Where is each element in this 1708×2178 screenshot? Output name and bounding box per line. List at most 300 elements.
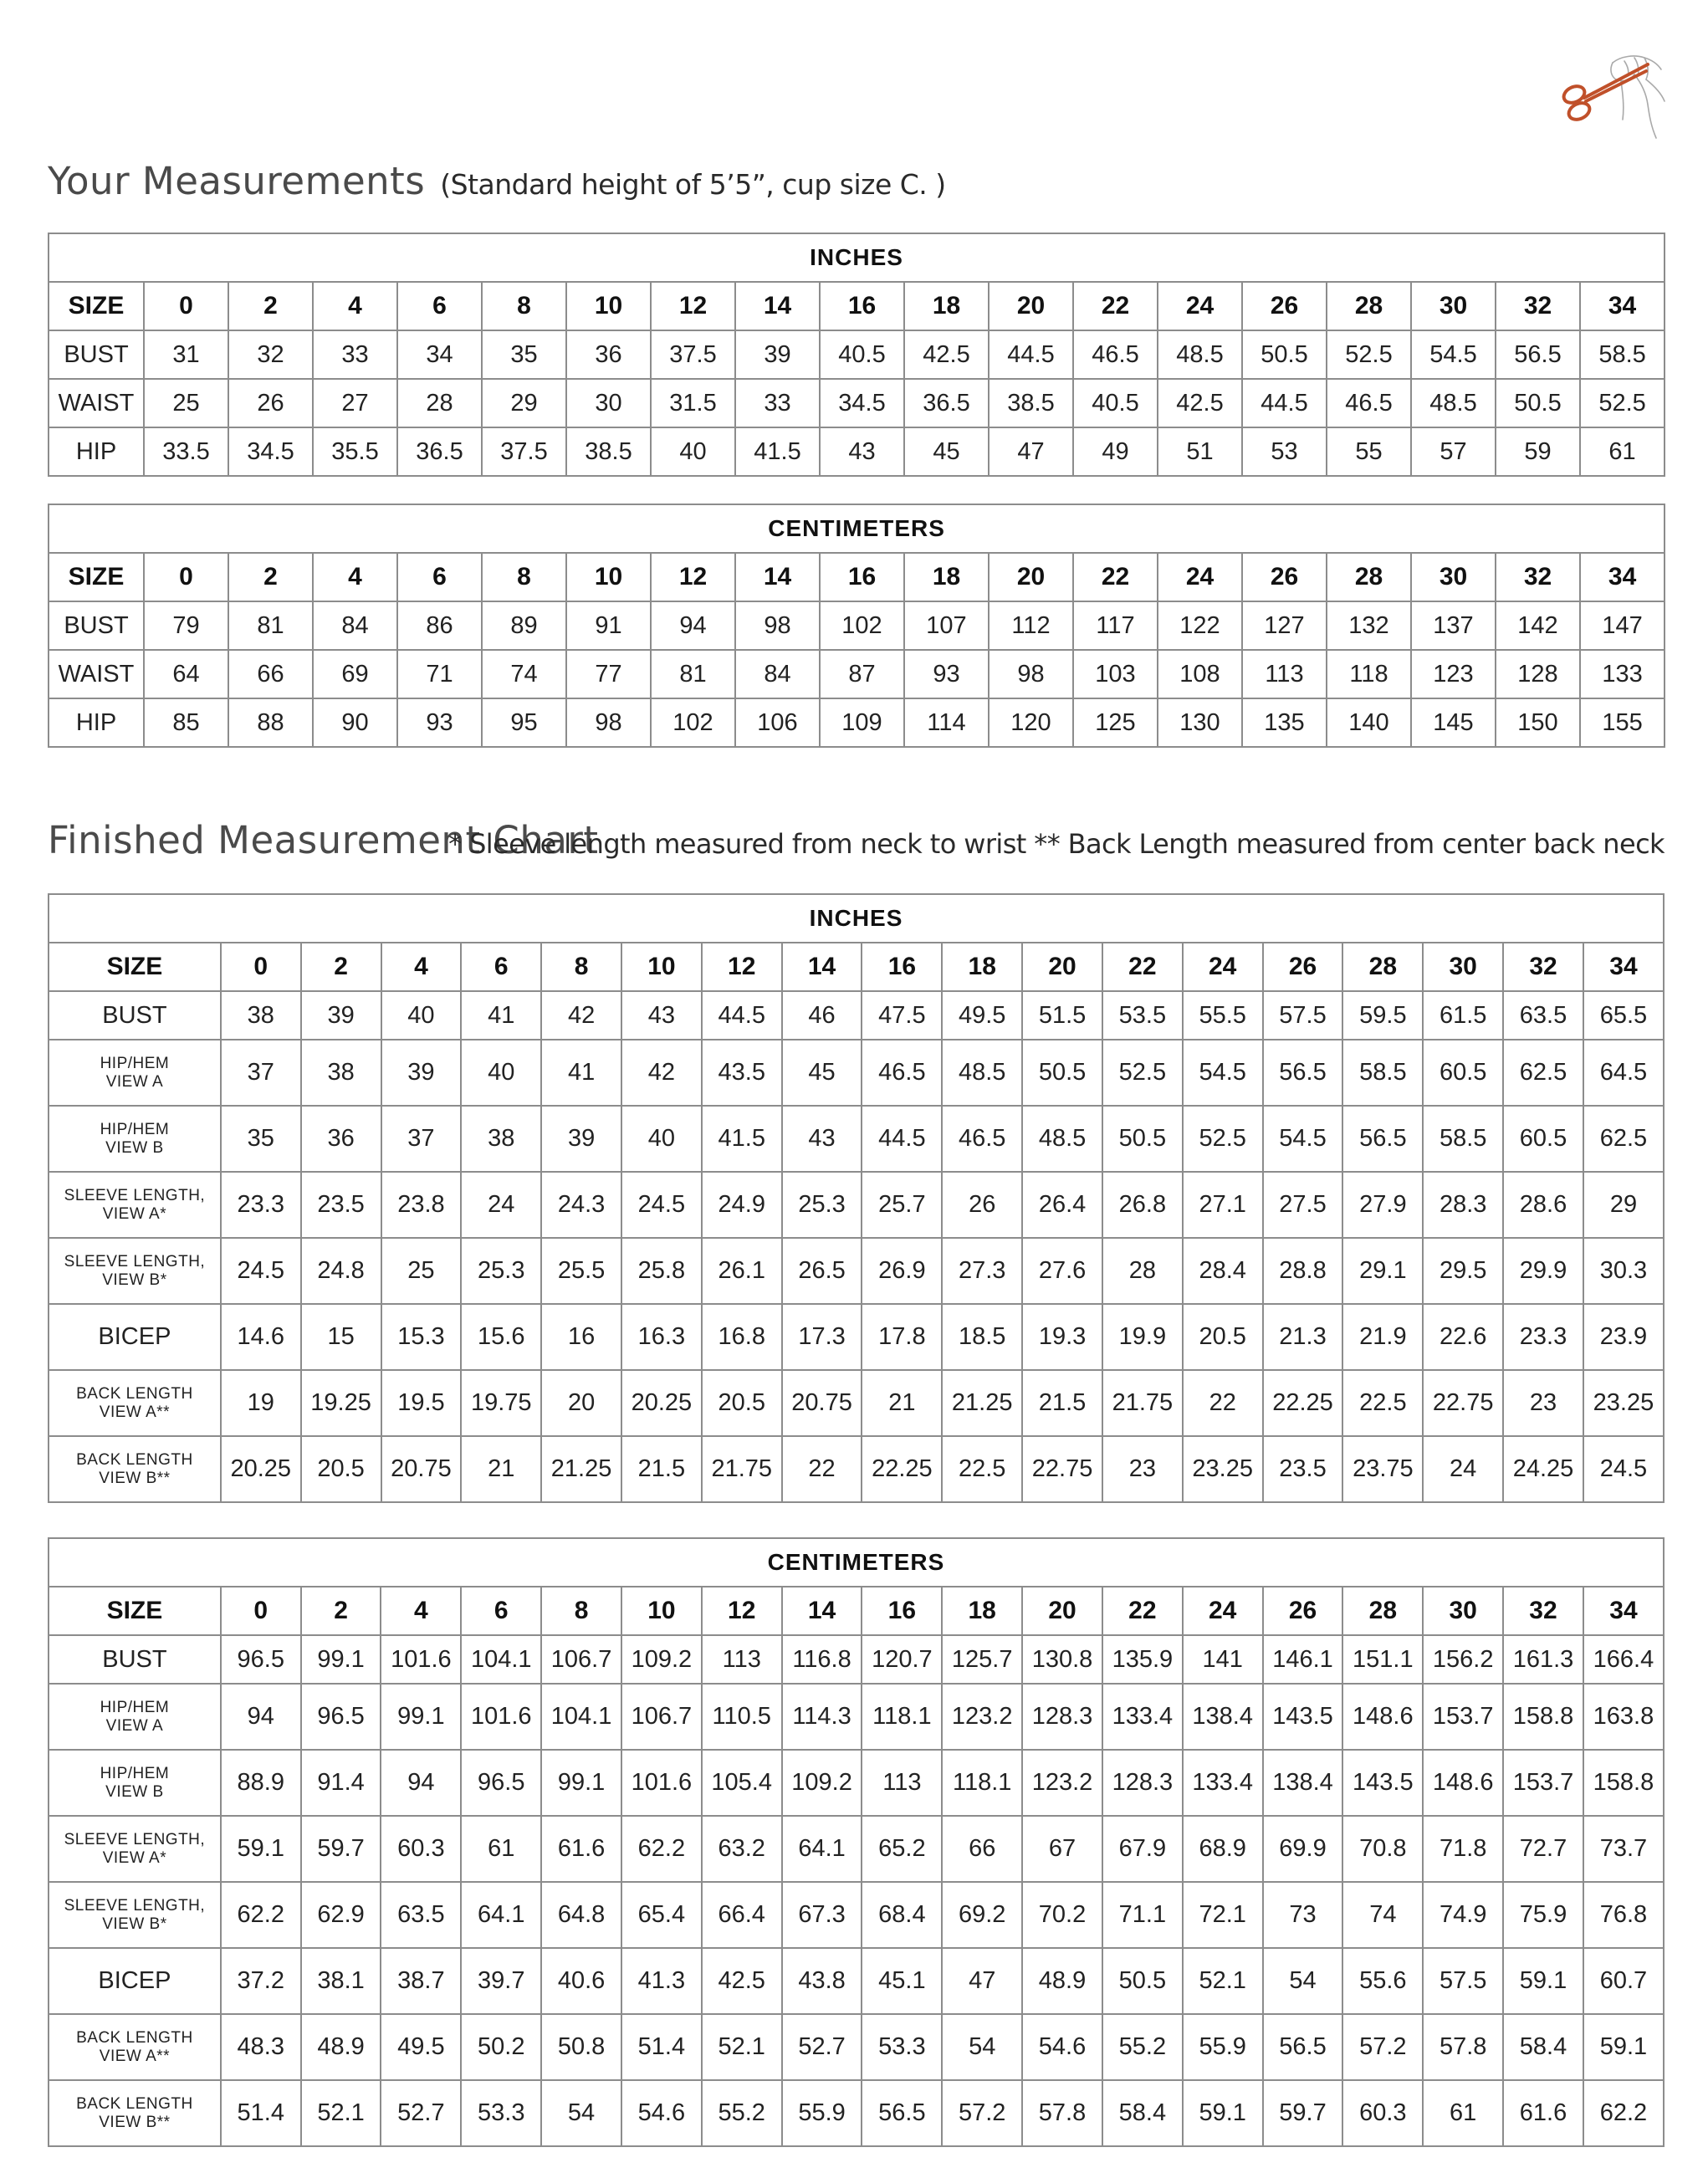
table-cell: 23.3 <box>221 1172 301 1238</box>
table-cell: 148.6 <box>1423 1750 1503 1816</box>
size-header-cell: 24 <box>1183 943 1263 991</box>
table-cell: 158.8 <box>1583 1750 1664 1816</box>
row-label: BUST <box>49 330 144 379</box>
table-cell: 44.5 <box>1242 379 1327 427</box>
table-row <box>49 1304 1664 1370</box>
table-cell: 44.5 <box>702 991 782 1040</box>
table-cell: 53.3 <box>862 2014 942 2080</box>
table-cell: 57.2 <box>1342 2014 1423 2080</box>
row-label <box>49 1238 221 1304</box>
table-cell: 53.5 <box>1102 991 1183 1040</box>
row-label <box>49 1816 221 1882</box>
table-cell: 105.4 <box>702 1750 782 1816</box>
table-cell: 54.5 <box>1411 330 1496 379</box>
table-cell: 22.25 <box>1263 1370 1343 1436</box>
size-header-cell: 12 <box>702 1587 782 1635</box>
table-cell: 99.1 <box>541 1750 621 1816</box>
table-cell: 41.3 <box>621 1948 702 2014</box>
table-cell: 62.2 <box>221 1882 301 1948</box>
table-cell: 50.5 <box>1022 1040 1102 1106</box>
table-cell: 19.3 <box>1022 1304 1102 1370</box>
table-cell: 20.5 <box>301 1436 381 1502</box>
table-cell: 41 <box>541 1040 621 1106</box>
table-cell: 49.5 <box>381 2014 461 2080</box>
table-cell: 15.3 <box>381 1304 462 1370</box>
table-cell: 122 <box>1158 601 1242 650</box>
table-cell: 58.5 <box>1580 330 1665 379</box>
table-cell: 69 <box>313 650 397 698</box>
table-cell: 57.2 <box>942 2080 1022 2146</box>
table-cell: 22.75 <box>1423 1370 1503 1436</box>
table-cell: 38.5 <box>989 379 1073 427</box>
table-row <box>49 2014 1664 2080</box>
size-header-row <box>49 553 1665 601</box>
table-cell: 69.9 <box>1263 1816 1343 1882</box>
table-cell: 62.2 <box>621 1816 702 1882</box>
table-cell: 89 <box>482 601 566 650</box>
size-header-cell: 0 <box>221 1587 301 1635</box>
row-label-line1: BACK LENGTH <box>76 2094 193 2113</box>
table-cell: 71.1 <box>1102 1882 1183 1948</box>
table-cell: 31 <box>144 330 228 379</box>
table-cell: 113 <box>1242 650 1327 698</box>
table-cell: 23.75 <box>1342 1436 1423 1502</box>
finished-chart-title: Finished Measurement Chart <box>48 818 599 862</box>
table-cell: 51.4 <box>221 2080 301 2146</box>
size-header-cell: 30 <box>1411 282 1496 330</box>
table-cell: 35.5 <box>313 427 397 476</box>
table-cell: 52.5 <box>1580 379 1665 427</box>
table-cell: 20.5 <box>1183 1304 1263 1370</box>
size-label: SIZE <box>49 943 221 991</box>
table-cell: 145 <box>1411 698 1496 747</box>
table-cell: 104.1 <box>541 1684 621 1750</box>
table-cell: 155 <box>1580 698 1665 747</box>
table-cell: 22 <box>782 1436 862 1502</box>
table-cell: 27.5 <box>1263 1172 1343 1238</box>
row-label-line2: VIEW B* <box>102 1270 167 1289</box>
table-cell: 27.3 <box>942 1238 1022 1304</box>
table-cell: 22.6 <box>1423 1304 1503 1370</box>
table-cell: 143.5 <box>1342 1750 1423 1816</box>
table-row <box>49 601 1665 650</box>
table-cell: 46.5 <box>1327 379 1411 427</box>
table-cell: 65.4 <box>621 1882 702 1948</box>
table-cell: 61 <box>1580 427 1665 476</box>
table-cell: 61.6 <box>1503 2080 1583 2146</box>
table-cell: 74.9 <box>1423 1882 1503 1948</box>
table-cell: 46 <box>782 991 862 1040</box>
unit-header: CENTIMETERS <box>49 1538 1664 1587</box>
row-label-line2: VIEW A* <box>102 1848 167 1867</box>
table-cell: 54.5 <box>1183 1040 1263 1106</box>
table-cell: 24 <box>461 1172 541 1238</box>
size-header-cell: 28 <box>1342 1587 1423 1635</box>
table-cell: 52.7 <box>381 2080 461 2146</box>
table-cell: 46.5 <box>1073 330 1158 379</box>
table-cell: 101.6 <box>381 1635 461 1684</box>
size-header-row <box>49 282 1665 330</box>
size-header-cell: 10 <box>566 553 651 601</box>
size-header-cell: 0 <box>144 553 228 601</box>
table-row <box>49 330 1665 379</box>
table-cell: 36.5 <box>904 379 989 427</box>
table-cell: 130 <box>1158 698 1242 747</box>
table-cell: 108 <box>1158 650 1242 698</box>
size-header-cell: 14 <box>782 943 862 991</box>
table-cell: 58.5 <box>1342 1040 1423 1106</box>
table-cell: 65.2 <box>862 1816 942 1882</box>
table-cell: 67.9 <box>1102 1816 1183 1882</box>
table-cell: 23.25 <box>1583 1370 1664 1436</box>
table-cell: 23 <box>1102 1436 1183 1502</box>
size-header-cell: 10 <box>566 282 651 330</box>
table-cell: 29.1 <box>1342 1238 1423 1304</box>
table-cell: 158.8 <box>1503 1684 1583 1750</box>
row-label-line2: VIEW A* <box>102 1204 167 1223</box>
table-cell: 48.3 <box>221 2014 301 2080</box>
size-header-cell: 6 <box>397 282 482 330</box>
table-cell: 153.7 <box>1423 1684 1503 1750</box>
size-header-cell: 28 <box>1342 943 1423 991</box>
finished-measurements-inches-table <box>48 893 1665 1503</box>
body-measurements-inches-table <box>48 233 1665 477</box>
row-label: WAIST <box>49 379 144 427</box>
table-cell: 15 <box>301 1304 381 1370</box>
table-cell: 117 <box>1073 601 1158 650</box>
table-cell: 94 <box>651 601 735 650</box>
table-cell: 37.5 <box>651 330 735 379</box>
table-cell: 71 <box>397 650 482 698</box>
table-cell: 20.5 <box>702 1370 782 1436</box>
table-cell: 63.2 <box>702 1816 782 1882</box>
table-cell: 57.8 <box>1423 2014 1503 2080</box>
table-cell: 102 <box>651 698 735 747</box>
table-cell: 101.6 <box>461 1684 541 1750</box>
table-cell: 38 <box>461 1106 541 1172</box>
table-cell: 120 <box>989 698 1073 747</box>
size-header-cell: 24 <box>1158 282 1242 330</box>
table-cell: 123.2 <box>942 1684 1022 1750</box>
table-cell: 109.2 <box>621 1635 702 1684</box>
table-cell: 98 <box>989 650 1073 698</box>
size-header-cell: 8 <box>482 282 566 330</box>
table-cell: 50.8 <box>541 2014 621 2080</box>
table-row <box>49 1370 1664 1436</box>
table-cell: 36.5 <box>397 427 482 476</box>
table-cell: 55 <box>1327 427 1411 476</box>
row-label-line2: VIEW A <box>105 1716 164 1735</box>
size-header-cell: 8 <box>541 943 621 991</box>
table-cell: 28 <box>1102 1238 1183 1304</box>
table-cell: 135 <box>1242 698 1327 747</box>
table-row <box>49 2080 1664 2146</box>
table-cell: 38 <box>301 1040 381 1106</box>
size-header-cell: 8 <box>541 1587 621 1635</box>
table-cell: 43.5 <box>702 1040 782 1106</box>
table-cell: 95 <box>482 698 566 747</box>
size-header-cell: 32 <box>1496 282 1580 330</box>
table-row <box>49 1750 1664 1816</box>
table-cell: 60.5 <box>1503 1106 1583 1172</box>
size-header-cell: 18 <box>904 553 989 601</box>
hand-holding-scissors-icon <box>1547 46 1673 146</box>
table-cell: 27.9 <box>1342 1172 1423 1238</box>
table-cell: 24.9 <box>702 1172 782 1238</box>
table-cell: 59.5 <box>1342 991 1423 1040</box>
table-cell: 37 <box>381 1106 462 1172</box>
table-cell: 59.7 <box>301 1816 381 1882</box>
table-cell: 72.7 <box>1503 1816 1583 1882</box>
row-label <box>49 1040 221 1106</box>
table-row <box>49 1948 1664 2014</box>
table-cell: 39 <box>735 330 820 379</box>
row-label-line2: VIEW A** <box>99 2047 171 2065</box>
table-cell: 102 <box>820 601 904 650</box>
table-cell: 29 <box>1583 1172 1664 1238</box>
table-cell: 52.1 <box>702 2014 782 2080</box>
row-label-line2: VIEW A <box>105 1072 164 1091</box>
table-cell: 23.8 <box>381 1172 462 1238</box>
size-header-row <box>49 943 1664 991</box>
table-cell: 90 <box>313 698 397 747</box>
table-cell: 74 <box>482 650 566 698</box>
table-cell: 49 <box>1073 427 1158 476</box>
unit-header-row <box>49 1538 1664 1587</box>
table-cell: 127 <box>1242 601 1327 650</box>
table-cell: 140 <box>1327 698 1411 747</box>
table-cell: 57.8 <box>1022 2080 1102 2146</box>
size-header-cell: 4 <box>381 943 462 991</box>
size-header-cell: 30 <box>1423 1587 1503 1635</box>
table-cell: 106.7 <box>621 1684 702 1750</box>
table-cell: 86 <box>397 601 482 650</box>
table-cell: 48.9 <box>1022 1948 1102 2014</box>
table-cell: 98 <box>735 601 820 650</box>
table-cell: 24.25 <box>1503 1436 1583 1502</box>
table-cell: 26 <box>228 379 313 427</box>
table-cell: 147 <box>1580 601 1665 650</box>
row-label-line2: VIEW B** <box>99 2113 171 2131</box>
table-cell: 26.4 <box>1022 1172 1102 1238</box>
table-cell: 37.2 <box>221 1948 301 2014</box>
table-cell: 26.5 <box>782 1238 862 1304</box>
size-header-cell: 8 <box>482 553 566 601</box>
table-cell: 27.6 <box>1022 1238 1102 1304</box>
row-label: BICEP <box>49 1304 221 1370</box>
table-cell: 36 <box>301 1106 381 1172</box>
table-cell: 28.6 <box>1503 1172 1583 1238</box>
table-row <box>49 1172 1664 1238</box>
table-cell: 128.3 <box>1022 1684 1102 1750</box>
table-cell: 59.1 <box>1503 1948 1583 2014</box>
table-cell: 28.4 <box>1183 1238 1263 1304</box>
table-cell: 20.75 <box>381 1436 462 1502</box>
table-cell: 63.5 <box>381 1882 461 1948</box>
table-cell: 54.5 <box>1263 1106 1343 1172</box>
table-cell: 104.1 <box>461 1635 541 1684</box>
table-cell: 55.5 <box>1183 991 1263 1040</box>
table-row <box>49 991 1664 1040</box>
size-header-cell: 16 <box>862 1587 942 1635</box>
table-cell: 40.5 <box>1073 379 1158 427</box>
table-cell: 57.5 <box>1423 1948 1503 2014</box>
table-cell: 60.3 <box>381 1816 461 1882</box>
size-header-cell: 12 <box>702 943 782 991</box>
your-measurements-title: Your Measurements <box>48 159 426 203</box>
table-cell: 64.8 <box>541 1882 621 1948</box>
table-cell: 52.1 <box>301 2080 381 2146</box>
table-cell: 35 <box>482 330 566 379</box>
size-header-cell: 30 <box>1423 943 1503 991</box>
row-label: WAIST <box>49 650 144 698</box>
size-header-cell: 4 <box>313 553 397 601</box>
unit-header-row <box>49 894 1664 943</box>
table-cell: 25 <box>144 379 228 427</box>
size-header-cell: 0 <box>221 943 301 991</box>
table-cell: 88.9 <box>221 1750 301 1816</box>
table-cell: 41 <box>461 991 541 1040</box>
table-cell: 51.4 <box>621 2014 702 2080</box>
table-cell: 47 <box>989 427 1073 476</box>
table-cell: 60.3 <box>1342 2080 1423 2146</box>
row-label-line1: SLEEVE LENGTH, <box>64 1186 206 1204</box>
table-cell: 116.8 <box>782 1635 862 1684</box>
table-cell: 29.9 <box>1503 1238 1583 1304</box>
size-label: SIZE <box>49 553 144 601</box>
table-cell: 38.7 <box>381 1948 461 2014</box>
body-measurements-cm-table <box>48 504 1665 748</box>
table-cell: 26 <box>942 1172 1022 1238</box>
size-header-cell: 28 <box>1327 553 1411 601</box>
table-cell: 48.5 <box>1411 379 1496 427</box>
size-header-cell: 18 <box>942 1587 1022 1635</box>
table-cell: 64.1 <box>782 1816 862 1882</box>
size-header-cell: 20 <box>1022 1587 1102 1635</box>
table-cell: 17.3 <box>782 1304 862 1370</box>
table-cell: 21 <box>461 1436 541 1502</box>
table-cell: 99.1 <box>301 1635 381 1684</box>
table-cell: 106 <box>735 698 820 747</box>
table-cell: 43 <box>782 1106 862 1172</box>
table-cell: 42.5 <box>904 330 989 379</box>
table-cell: 153.7 <box>1503 1750 1583 1816</box>
table-cell: 40 <box>651 427 735 476</box>
table-cell: 118 <box>1327 650 1411 698</box>
table-cell: 93 <box>397 698 482 747</box>
table-cell: 59 <box>1496 427 1580 476</box>
table-cell: 64.5 <box>1583 1040 1664 1106</box>
table-cell: 46.5 <box>862 1040 942 1106</box>
table-cell: 130.8 <box>1022 1635 1102 1684</box>
table-cell: 19.5 <box>381 1370 462 1436</box>
row-label: BUST <box>49 991 221 1040</box>
table-cell: 73 <box>1263 1882 1343 1948</box>
table-cell: 23.5 <box>301 1172 381 1238</box>
table-cell: 81 <box>228 601 313 650</box>
row-label-line1: SLEEVE LENGTH, <box>64 1896 206 1915</box>
size-header-cell: 20 <box>989 553 1073 601</box>
table-cell: 56.5 <box>1496 330 1580 379</box>
table-cell: 125.7 <box>942 1635 1022 1684</box>
table-cell: 48.5 <box>1022 1106 1102 1172</box>
size-header-cell: 34 <box>1580 282 1665 330</box>
table-row <box>49 1684 1664 1750</box>
table-cell: 65.5 <box>1583 991 1664 1040</box>
row-label-line1: BACK LENGTH <box>76 2028 193 2047</box>
table-cell: 60.7 <box>1583 1948 1664 2014</box>
table-cell: 38.5 <box>566 427 651 476</box>
table-cell: 50.5 <box>1496 379 1580 427</box>
table-cell: 74 <box>1342 1882 1423 1948</box>
row-label-line2: VIEW A** <box>99 1403 171 1421</box>
size-label: SIZE <box>49 282 144 330</box>
table-cell: 19.75 <box>461 1370 541 1436</box>
table-cell: 96.5 <box>461 1750 541 1816</box>
table-cell: 43 <box>621 991 702 1040</box>
finished-measurements-cm-table <box>48 1537 1665 2147</box>
size-header-cell: 18 <box>904 282 989 330</box>
row-label: HIP <box>49 698 144 747</box>
size-header-cell: 0 <box>144 282 228 330</box>
size-header-cell: 14 <box>735 553 820 601</box>
table-cell: 52.5 <box>1183 1106 1263 1172</box>
table-cell: 16.8 <box>702 1304 782 1370</box>
your-measurements-subtitle: (Standard height of 5’5”, cup size C. ) <box>440 168 946 201</box>
table-cell: 23.25 <box>1183 1436 1263 1502</box>
row-label <box>49 2014 221 2080</box>
table-cell: 33.5 <box>144 427 228 476</box>
table-cell: 20 <box>541 1370 621 1436</box>
table-cell: 120.7 <box>862 1635 942 1684</box>
unit-header: INCHES <box>49 894 1664 943</box>
table-cell: 55.2 <box>702 2080 782 2146</box>
row-label <box>49 1684 221 1750</box>
table-cell: 50.5 <box>1242 330 1327 379</box>
table-cell: 135.9 <box>1102 1635 1183 1684</box>
table-cell: 39 <box>541 1106 621 1172</box>
table-cell: 62.9 <box>301 1882 381 1948</box>
table-cell: 64.1 <box>461 1882 541 1948</box>
table-cell: 59.1 <box>1183 2080 1263 2146</box>
row-label-line1: HIP/HEM <box>100 1698 170 1716</box>
row-label <box>49 1172 221 1238</box>
size-header-cell: 12 <box>651 553 735 601</box>
table-cell: 113 <box>702 1635 782 1684</box>
size-header-cell: 14 <box>735 282 820 330</box>
table-cell: 24.3 <box>541 1172 621 1238</box>
size-header-cell: 34 <box>1580 553 1665 601</box>
table-cell: 34 <box>397 330 482 379</box>
table-cell: 63.5 <box>1503 991 1583 1040</box>
size-header-cell: 10 <box>621 1587 702 1635</box>
table-cell: 44.5 <box>862 1106 942 1172</box>
table-cell: 59.1 <box>221 1816 301 1882</box>
table-cell: 101.6 <box>621 1750 702 1816</box>
size-header-cell: 22 <box>1073 553 1158 601</box>
table-cell: 163.8 <box>1583 1684 1664 1750</box>
table-cell: 39.7 <box>461 1948 541 2014</box>
row-label-line1: HIP/HEM <box>100 1120 170 1138</box>
size-header-cell: 20 <box>1022 943 1102 991</box>
row-label-line1: HIP/HEM <box>100 1764 170 1782</box>
table-cell: 45.1 <box>862 1948 942 2014</box>
row-label <box>49 2080 221 2146</box>
table-cell: 70.8 <box>1342 1816 1423 1882</box>
table-cell: 47 <box>942 1948 1022 2014</box>
table-cell: 34.5 <box>228 427 313 476</box>
table-cell: 75.9 <box>1503 1882 1583 1948</box>
